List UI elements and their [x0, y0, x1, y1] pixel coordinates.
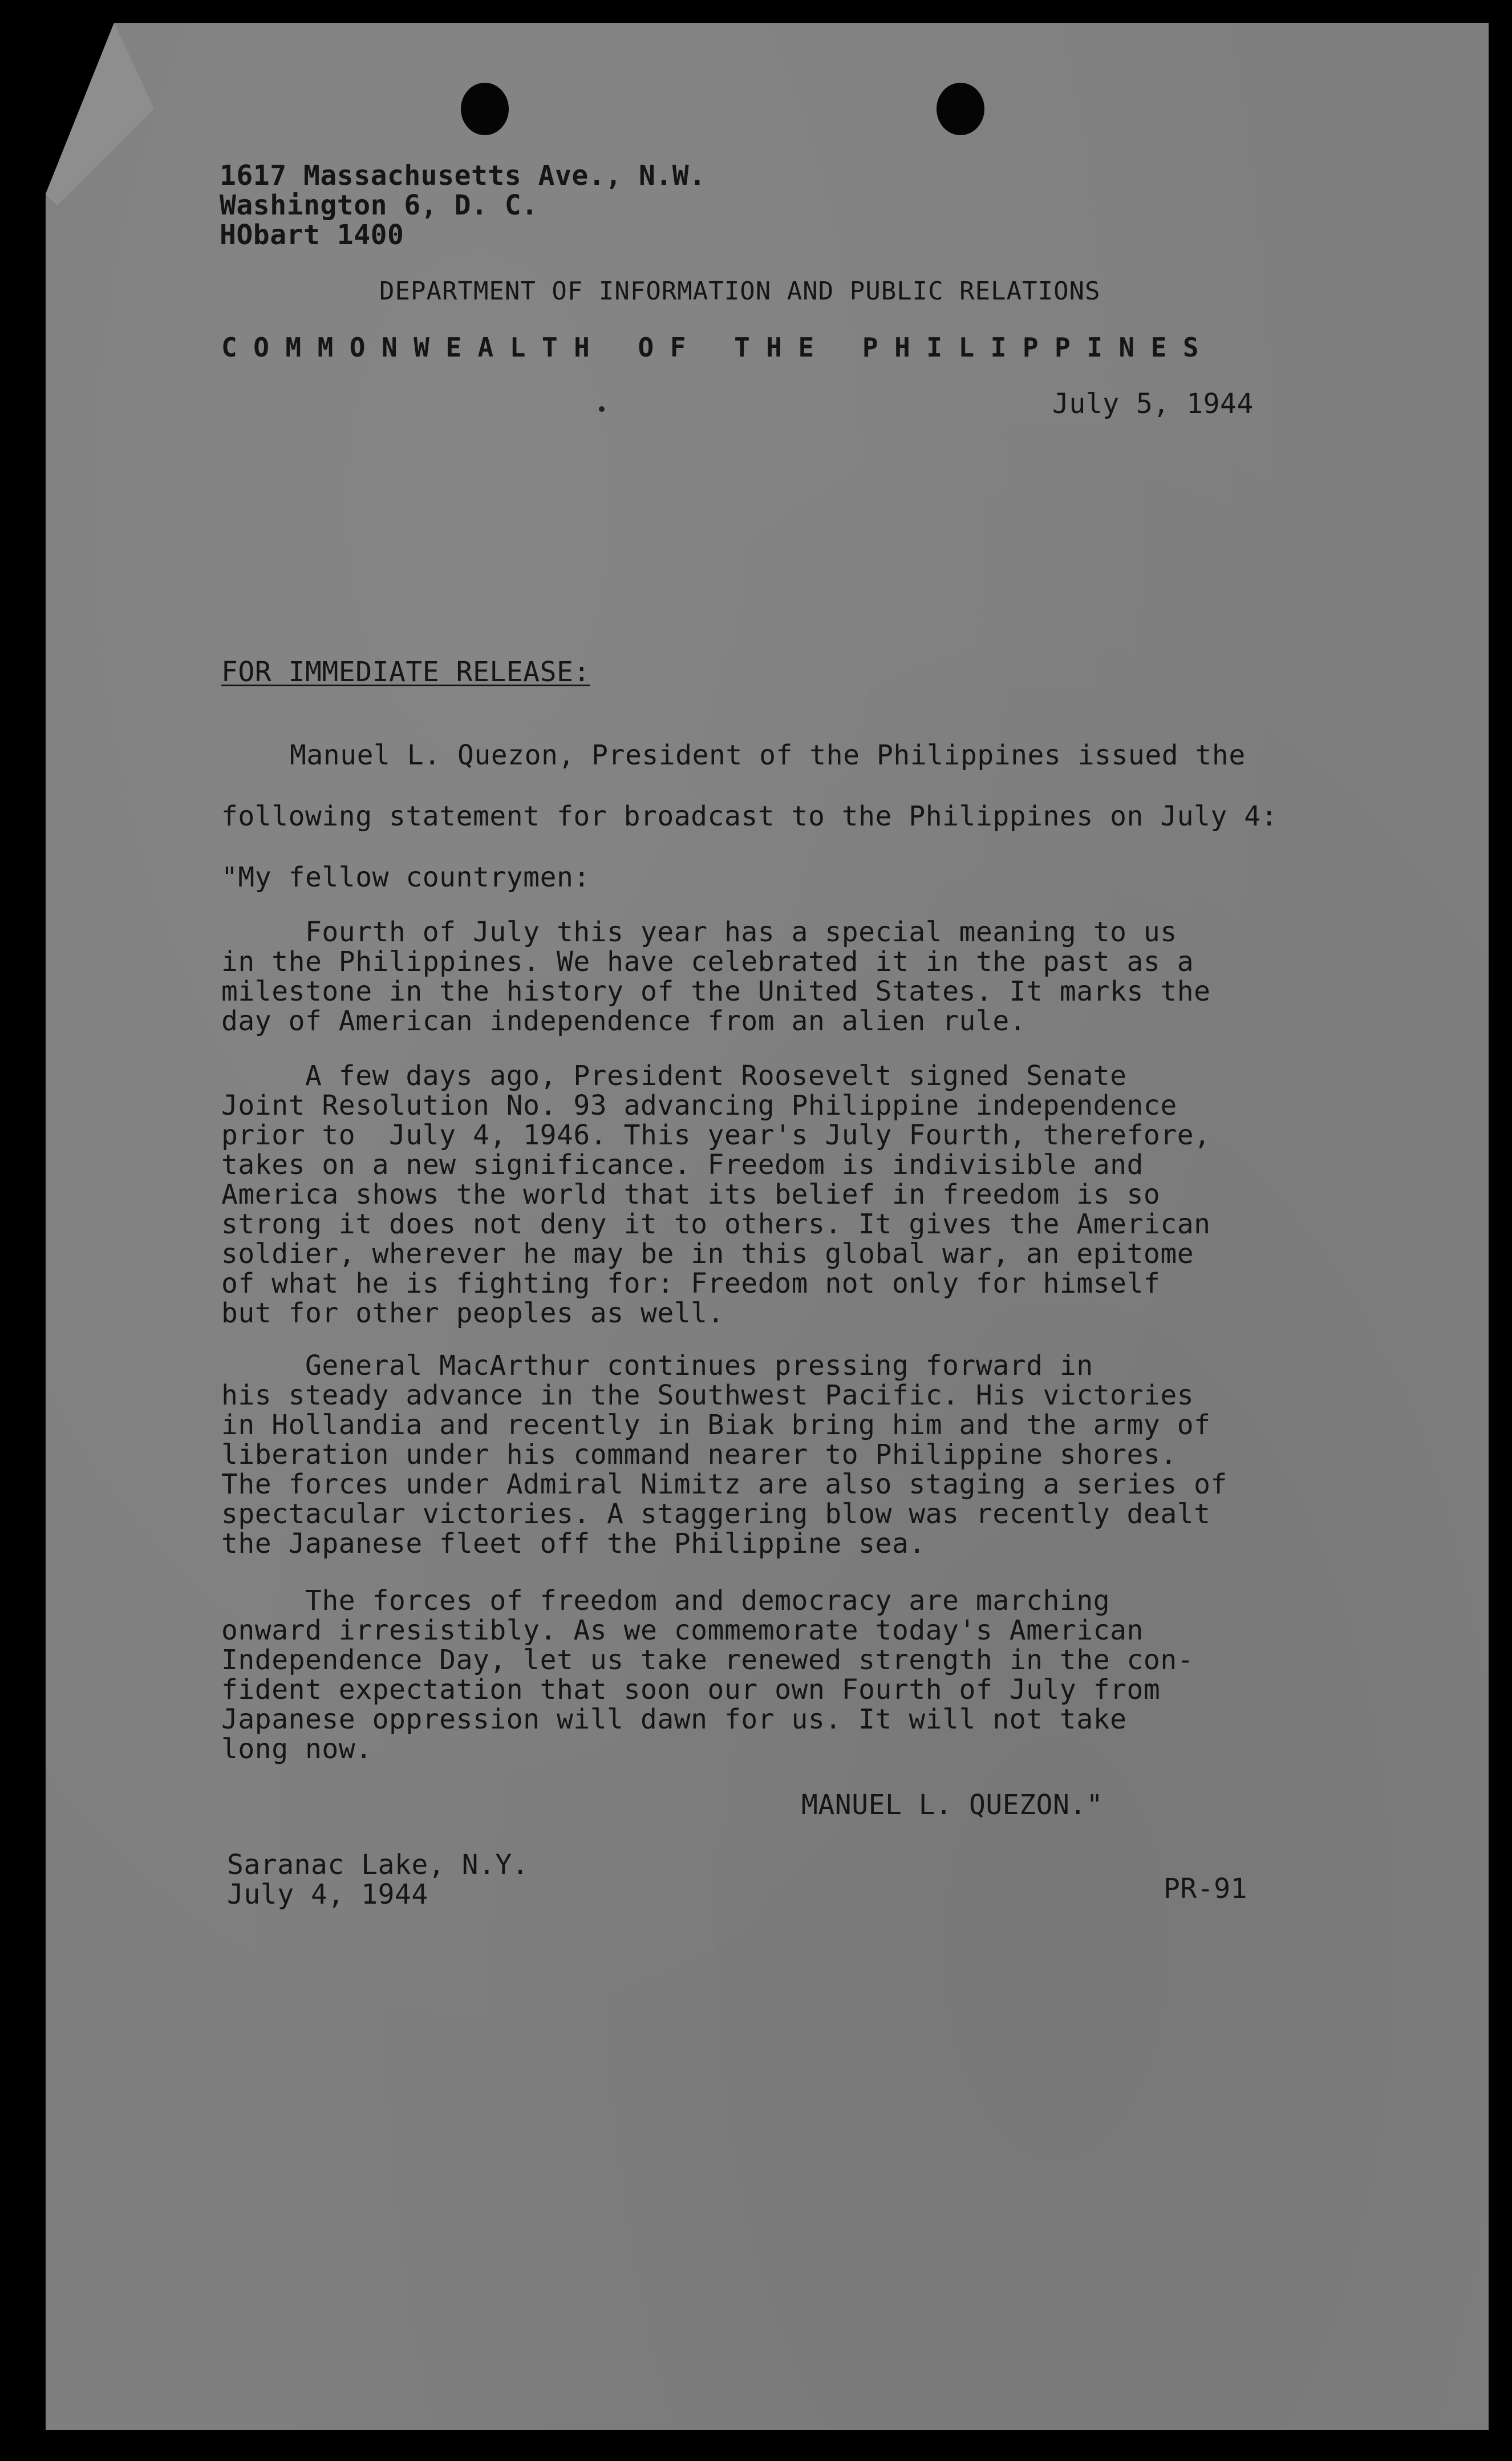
paragraph-line: Independence Day, let us take renewed strength in the con- [221, 1644, 1194, 1676]
paragraph-line: the Japanese fleet off the Philippine sea. [221, 1528, 926, 1560]
sender-address [220, 161, 706, 250]
paragraph-line: strong it does not deny it to others. It gives the American [221, 1208, 1211, 1240]
paragraph-line: his steady advance in the Southwest Pacific. His victories [221, 1379, 1194, 1411]
place-and-date [227, 1850, 529, 1909]
punch-hole-right [937, 83, 984, 135]
paragraph-line: of what he is fighting for: Freedom not only for himself [221, 1268, 1161, 1300]
paragraph-line: day of American independence from an alien rule. [221, 1005, 1027, 1037]
release-label: FOR IMMEDIATE RELEASE: [221, 656, 590, 688]
paragraph-line: but for other peoples as well. [221, 1297, 724, 1329]
paragraph-line: America shows the world that its belief in freedom is so [221, 1179, 1161, 1211]
paragraph-line: The forces under Admiral Nimitz are also staging a series of [221, 1468, 1227, 1500]
document-code: PR-91 [1164, 1873, 1247, 1905]
paragraph-line: Japanese oppression will dawn for us. It will not take [221, 1703, 1127, 1735]
paragraph-line: General MacArthur continues pressing forward in [221, 1350, 1093, 1382]
signature-line: MANUEL L. QUEZON." [801, 1789, 1104, 1821]
commonwealth-title: COMMONWEALTH OF THE PHILIPPINES [221, 332, 1215, 363]
intro-line: following statement for broadcast to the Philippines on July 4: [221, 800, 1278, 832]
paragraph-line: Joint Resolution No. 93 advancing Philippine independence [221, 1090, 1177, 1122]
department-title: DEPARTMENT OF INFORMATION AND PUBLIC RELATIONS [379, 277, 1101, 306]
paragraph-line: A few days ago, President Roosevelt signed Senate [221, 1060, 1127, 1092]
address-line: HObart 1400 [220, 219, 404, 251]
place-line: Saranac Lake, N.Y. [227, 1849, 529, 1881]
statement-paragraph [221, 1351, 1227, 1559]
place-date-line: July 4, 1944 [227, 1879, 428, 1910]
paragraph-line: in the Philippines. We have celebrated it in the past as a [221, 946, 1194, 978]
intro-line: Manuel L. Quezon, President of the Philippines issued the [290, 739, 1246, 771]
paragraph-line: prior to July 4, 1946. This year's July Fourth, therefore, [221, 1119, 1211, 1151]
salutation: "My fellow countrymen: [221, 861, 590, 893]
statement-paragraph [221, 917, 1211, 1036]
paragraph-line: in Hollandia and recently in Biak bring him and the army of [221, 1409, 1211, 1441]
header-date: July 5, 1944 [1052, 388, 1254, 420]
address-line: Washington 6, D. C. [220, 189, 538, 221]
paragraph-line: spectacular victories. A staggering blow was recently dealt [221, 1498, 1211, 1530]
statement-paragraph [221, 1061, 1211, 1328]
ink-dot [599, 406, 605, 412]
statement-paragraph [221, 1586, 1194, 1764]
paragraph-line: long now. [221, 1733, 372, 1765]
paragraph-line: milestone in the history of the United States. It marks the [221, 976, 1211, 1007]
paragraph-line: takes on a new significance. Freedom is indivisible and [221, 1149, 1144, 1181]
paragraph-line: liberation under his command nearer to Philippine shores. [221, 1439, 1177, 1471]
paragraph-line: fident expectation that soon our own Fourth of July from [221, 1674, 1161, 1706]
punch-hole-left [461, 83, 509, 135]
paragraph-line: soldier, wherever he may be in this global war, an epitome [221, 1238, 1194, 1270]
paragraph-line: The forces of freedom and democracy are marching [221, 1585, 1110, 1617]
paragraph-line: onward irresistibly. As we commemorate today's American [221, 1614, 1144, 1646]
address-line: 1617 Massachusetts Ave., N.W. [220, 160, 706, 192]
paragraph-line: Fourth of July this year has a special meaning to us [221, 916, 1177, 948]
